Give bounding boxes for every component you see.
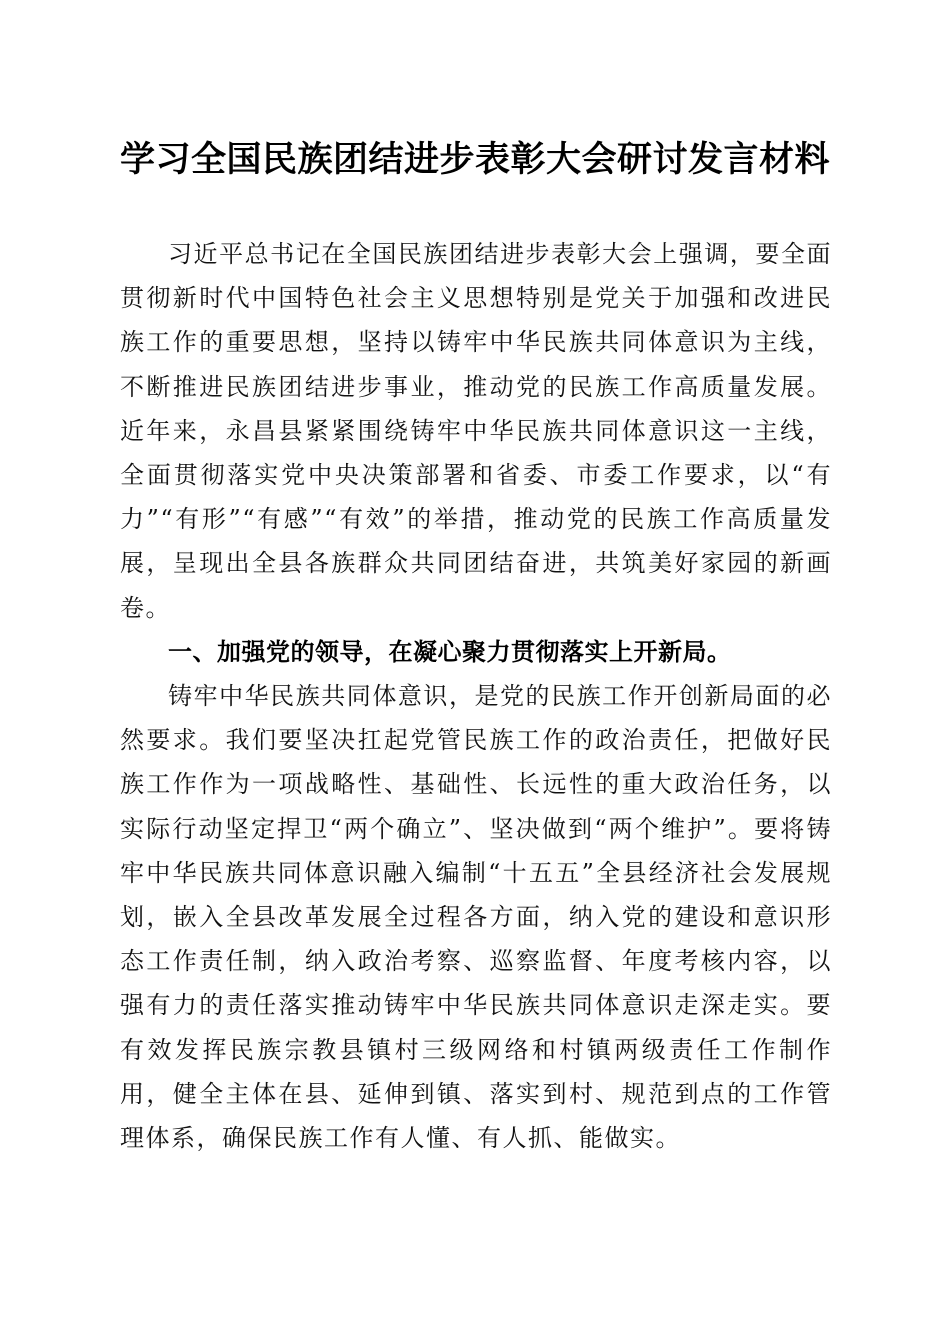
section-1-paragraph: 铸牢中华民族共同体意识，是党的民族工作开创新局面的必然要求。我们要坚决扛起党管民族工作的政治责任，把做好民族工作作为一项战略性、基础性、长远性的重大政治任务，以实际行动坚定捍卫“两个确立”、坚决做到“两个维护”。要将铸牢中华民族共同体意识融入编制“十五五”全县经济社会发展规划，嵌入全县改革发展全过程各方面，纳入党的建设和意识形态工作责任制，纳入政治考察、巡察监督、年度考核内容，以强有力的责任落实推动铸牢中华民族共同体意识走深走实。要有效发挥民族宗教县镇村三级网络和村镇两级责任工作制作用，健全主体在县、延伸到镇、落实到村、规范到点的工作管理体系，确保民族工作有人懂、有人抓、能做实。 xyxy=(120,682,832,1153)
section-1-heading: 一、加强党的领导，在凝心聚力贯彻落实上开新局。 xyxy=(168,637,732,666)
intro-paragraph: 习近平总书记在全国民族团结进步表彰大会上强调，要全面贯彻新时代中国特色社会主义思想特别是党关于加强和改进民族工作的重要思想，坚持以铸牢中华民族共同体意识为主线，不断推进民族团结进步事业，推动党的民族工作高质量发展。近年来，永昌县紧紧围绕铸牢中华民族共同体意识这一主线，全面贯彻落实党中央决策部署和省委、市委工作要求，以“有力”“有形”“有感”“有效”的举措，推动党的民族工作高质量发展，呈现出全县各族群众共同团结奋进，共筑美好家园的新画卷。 xyxy=(120,240,832,622)
document-title: 学习全国民族团结进步表彰大会研讨发言材料 xyxy=(119,139,830,180)
document-body xyxy=(120,232,832,1160)
